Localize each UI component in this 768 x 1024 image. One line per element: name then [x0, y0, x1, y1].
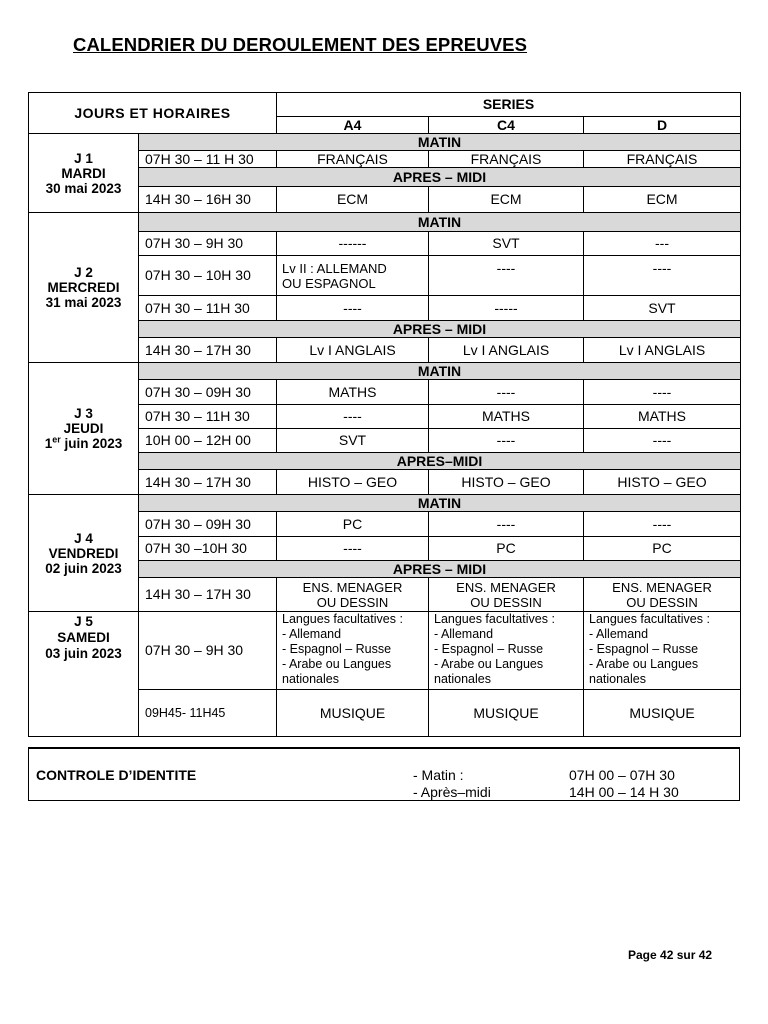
subject-line: Lv II : ALLEMAND: [282, 260, 387, 276]
day-j5: [29, 612, 139, 737]
subject-line: ENS. MENAGER: [612, 579, 712, 595]
lang-line: - Arabe ou Langues: [282, 657, 392, 671]
morning-time: 07H 00 – 07H 30: [569, 767, 675, 783]
page-title: CALENDRIER DU DEROULEMENT DES EPREUVES: [73, 34, 528, 55]
subject-cell: [584, 612, 741, 690]
subject-cell: [277, 578, 429, 612]
subject-cell: ----: [429, 380, 584, 405]
subject-cell: [277, 612, 429, 690]
identity-check-box: [28, 747, 740, 801]
time-slot: 10H 00 – 12H 00: [139, 429, 277, 453]
lang-line: nationales: [434, 672, 491, 686]
lang-line: nationales: [589, 672, 646, 686]
time-slot: 07H 30 – 09H 30: [139, 380, 277, 405]
subject-cell: HISTO – GEO: [277, 470, 429, 495]
subject-cell: [429, 612, 584, 690]
subject-cell: ECM: [584, 187, 741, 213]
lang-line: - Allemand: [434, 627, 494, 641]
section-apres-midi: APRES–MIDI: [139, 453, 741, 470]
header-c4: C4: [429, 117, 584, 134]
time-slot: 07H 30 – 11H 30: [139, 405, 277, 429]
time-slot: 07H 30 – 9H 30: [139, 612, 277, 690]
subject-cell: ECM: [429, 187, 584, 213]
subject-cell: PC: [584, 537, 741, 561]
day-date: 30 mai 2023: [45, 180, 122, 196]
subject-cell: ----: [429, 256, 584, 296]
header-a4: A4: [277, 117, 429, 134]
lang-line: Langues facultatives :: [589, 612, 710, 626]
section-matin: MATIN: [139, 134, 741, 151]
time-slot: 14H 30 – 17H 30: [139, 338, 277, 363]
subject-cell: ----: [429, 512, 584, 537]
lang-line: - Allemand: [282, 627, 342, 641]
header-d: D: [584, 117, 741, 134]
subject-cell: SVT: [277, 429, 429, 453]
day-num: J 4: [74, 530, 93, 546]
lang-line: nationales: [282, 672, 339, 686]
subject-cell: MUSIQUE: [584, 690, 741, 737]
schedule-table: [28, 92, 741, 737]
section-matin: MATIN: [139, 213, 741, 232]
subject-cell: ----: [584, 512, 741, 537]
page-number: Page 42 sur 42: [628, 948, 713, 962]
lang-line: - Espagnol – Russe: [589, 642, 699, 656]
time-slot: 14H 30 – 17H 30: [139, 578, 277, 612]
subject-cell: MATHS: [584, 405, 741, 429]
time-slot: 07H 30 – 10H 30: [139, 256, 277, 296]
day-name: SAMEDI: [57, 630, 110, 645]
lang-line: - Espagnol – Russe: [282, 642, 392, 656]
time-slot: 07H 30 – 9H 30: [139, 232, 277, 256]
subject-cell: ----: [584, 256, 741, 296]
day-name: MERCREDI: [47, 280, 120, 295]
afternoon-label: - Après–midi: [413, 784, 491, 800]
subject-cell: PC: [277, 512, 429, 537]
day-j2: [29, 213, 139, 363]
section-matin: MATIN: [139, 363, 741, 380]
lang-line: - Allemand: [589, 627, 649, 641]
time-slot: 14H 30 – 17H 30: [139, 470, 277, 495]
day-name: JEUDI: [63, 421, 104, 436]
lang-line: Langues facultatives :: [434, 612, 555, 626]
subject-cell: [277, 256, 429, 296]
day-date: 02 juin 2023: [45, 560, 122, 576]
day-name: MARDI: [61, 165, 106, 181]
identity-check-label: CONTROLE D’IDENTITE: [36, 767, 197, 783]
subject-cell: [429, 578, 584, 612]
day-date: 31 mai 2023: [45, 295, 122, 310]
subject-cell: HISTO – GEO: [584, 470, 741, 495]
subject-cell: -----: [429, 296, 584, 321]
subject-cell: ----: [584, 429, 741, 453]
subject-cell: SVT: [584, 296, 741, 321]
day-num: J 2: [74, 265, 93, 280]
lang-line: - Espagnol – Russe: [434, 642, 544, 656]
subject-cell: Lv I ANGLAIS: [584, 338, 741, 363]
lang-line: - Arabe ou Langues: [589, 657, 699, 671]
subject-cell: ----: [429, 429, 584, 453]
subject-cell: [584, 578, 741, 612]
header-series: SERIES: [277, 93, 741, 117]
subject-cell: MATHS: [277, 380, 429, 405]
subject-line: OU DESSIN: [470, 594, 542, 610]
day-num: J 1: [74, 150, 93, 166]
afternoon-time: 14H 00 – 14 H 30: [569, 784, 679, 800]
time-slot: 07H 30 – 11H 30: [139, 296, 277, 321]
subject-line: ENS. MENAGER: [456, 579, 556, 595]
subject-cell: Lv I ANGLAIS: [429, 338, 584, 363]
subject-cell: FRANÇAIS: [584, 151, 741, 168]
section-matin: MATIN: [139, 495, 741, 512]
lang-line: Langues facultatives :: [282, 612, 403, 626]
subject-cell: FRANÇAIS: [277, 151, 429, 168]
morning-label: - Matin :: [413, 767, 464, 783]
time-slot: 09H45- 11H45: [139, 690, 277, 737]
section-apres-midi: APRES – MIDI: [139, 321, 741, 338]
subject-cell: ----: [277, 537, 429, 561]
subject-cell: MUSIQUE: [429, 690, 584, 737]
subject-cell: ECM: [277, 187, 429, 213]
subject-cell: ----: [584, 380, 741, 405]
subject-cell: SVT: [429, 232, 584, 256]
subject-cell: MATHS: [429, 405, 584, 429]
subject-cell: HISTO – GEO: [429, 470, 584, 495]
subject-cell: ----: [277, 405, 429, 429]
section-apres-midi: APRES – MIDI: [139, 168, 741, 187]
day-num: J 5: [74, 614, 93, 629]
lang-line: - Arabe ou Langues: [434, 657, 544, 671]
day-j1: [29, 134, 139, 213]
subject-line: OU DESSIN: [316, 594, 389, 610]
subject-cell: ----: [277, 296, 429, 321]
subject-cell: Lv I ANGLAIS: [277, 338, 429, 363]
day-name: VENDREDI: [48, 545, 119, 561]
subject-line: OU DESSIN: [626, 594, 698, 610]
subject-cell: PC: [429, 537, 584, 561]
day-date: 1er juin 2023: [44, 434, 123, 451]
subject-line: ENS. MENAGER: [302, 579, 403, 595]
subject-line: OU ESPAGNOL: [282, 275, 376, 291]
day-num: J 3: [74, 406, 93, 421]
subject-cell: MUSIQUE: [277, 690, 429, 737]
time-slot: 07H 30 – 09H 30: [139, 512, 277, 537]
header-jours: JOURS ET HORAIRES: [29, 93, 277, 134]
subject-cell: ------: [277, 232, 429, 256]
time-slot: 07H 30 –10H 30: [139, 537, 277, 561]
time-slot: 14H 30 – 16H 30: [139, 187, 277, 213]
day-j4: [29, 495, 139, 612]
time-slot: 07H 30 – 11 H 30: [139, 151, 277, 168]
day-j3: [29, 363, 139, 495]
day-date: 03 juin 2023: [45, 646, 122, 661]
subject-cell: FRANÇAIS: [429, 151, 584, 168]
section-apres-midi: APRES – MIDI: [139, 561, 741, 578]
subject-cell: ---: [584, 232, 741, 256]
